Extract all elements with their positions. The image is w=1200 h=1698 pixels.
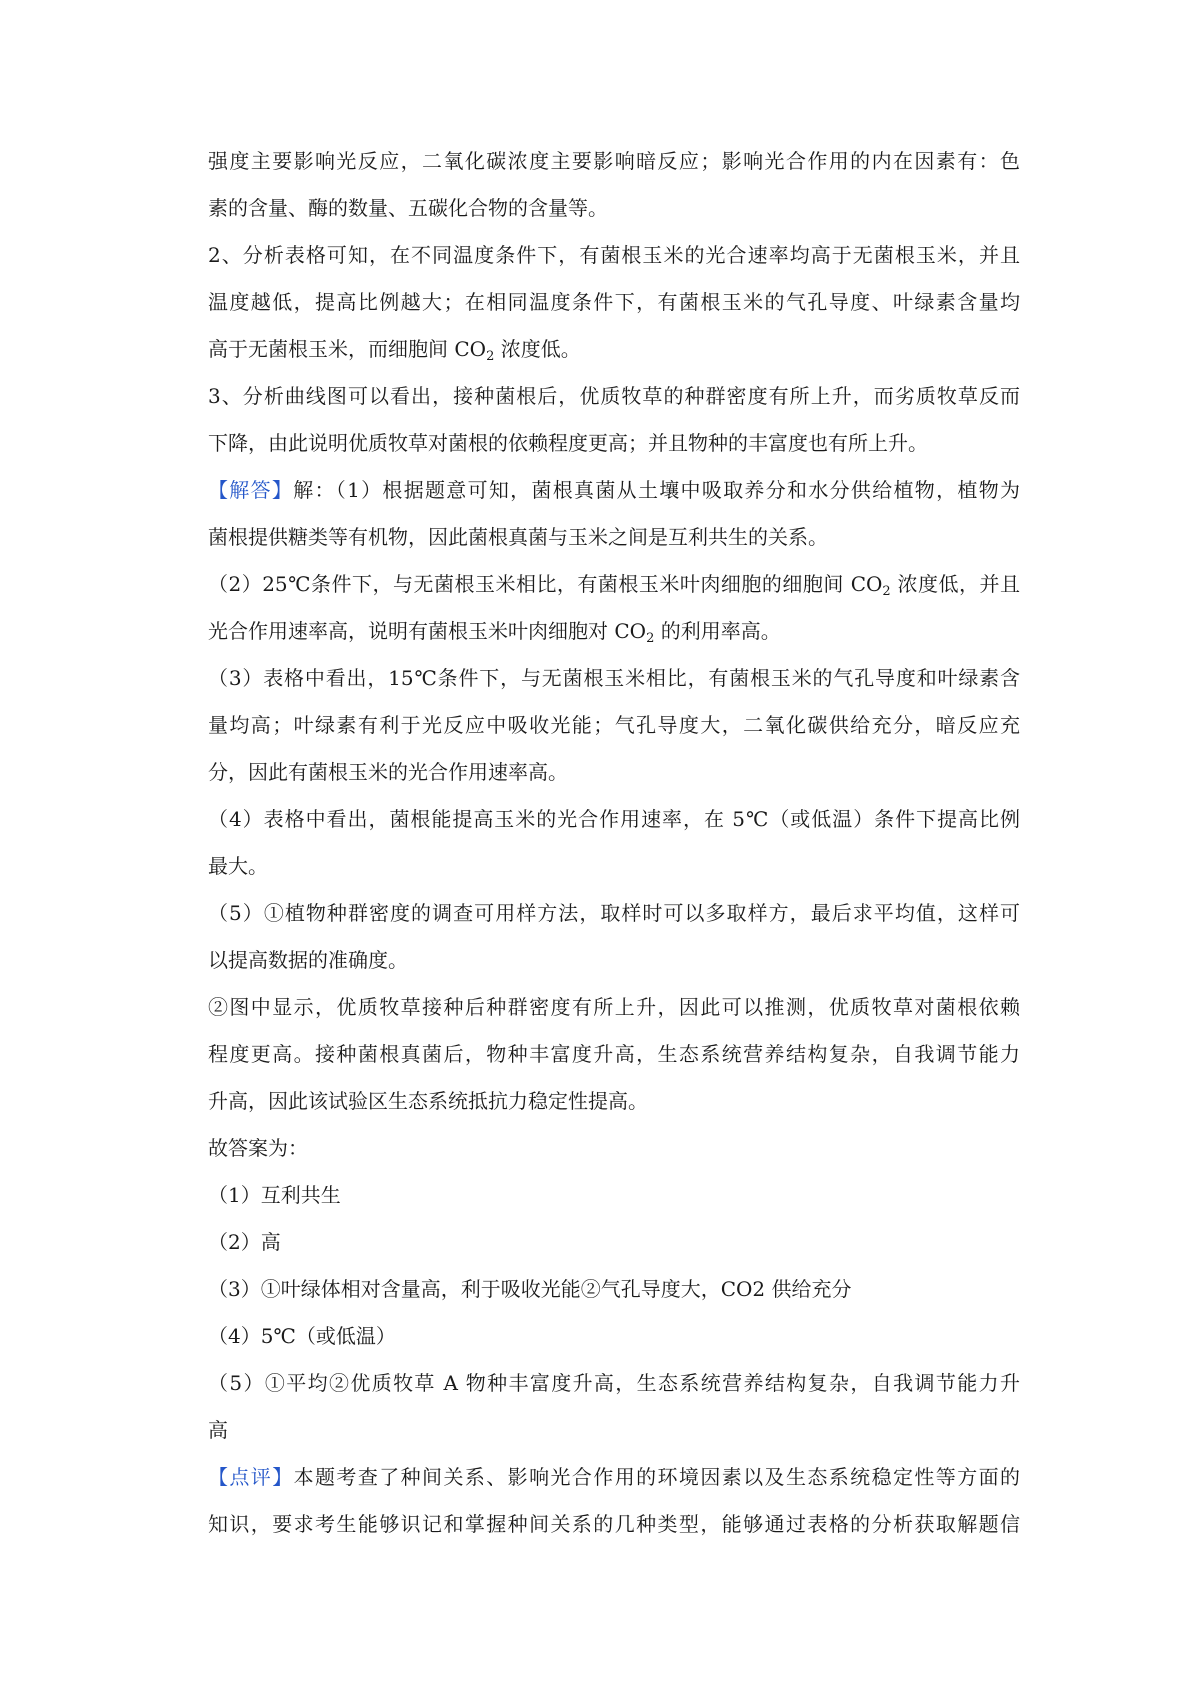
text-line: 量均高；叶绿素有利于光反应中吸收光能；气孔导度大，二氧化碳供给充分，暗反应充 [208, 713, 1020, 737]
text-line: 最大。 [208, 854, 268, 878]
subscript: 2 [646, 631, 655, 646]
text-segment: 解：（1）根据题意可知，菌根真菌从土壤中吸取养分和水分供给植物，植物为 [293, 478, 1020, 502]
comment-tag: 【点评】 [208, 1465, 294, 1489]
text-line: （3）①叶绿体相对含量高，利于吸收光能②气孔导度大，CO2 供给充分 [208, 1277, 852, 1301]
text-line: （5）①平均②优质牧草 A 物种丰富度升高，生态系统营养结构复杂，自我调节能力升 [208, 1371, 1020, 1395]
subscript: 2 [486, 349, 495, 364]
subscript: 2 [882, 584, 891, 599]
text-line: 以提高数据的准确度。 [208, 948, 408, 972]
text-line: （5）①植物种群密度的调查可用样方法，取样时可以多取样方，最后求平均值，这样可 [208, 901, 1020, 925]
text-segment: 光合作用速率高，说明有菌根玉米叶肉细胞对 CO [208, 619, 647, 643]
text-line: （2）高 [208, 1230, 281, 1254]
text-line: ②图中显示，优质牧草接种后种群密度有所上升，因此可以推测，优质牧草对菌根依赖 [208, 995, 1020, 1019]
text-line: 素的含量、酶的数量、五碳化合物的含量等。 [208, 196, 608, 220]
text-line: 程度更高。接种菌根真菌后，物种丰富度升高，生态系统营养结构复杂，自我调节能力 [208, 1042, 1020, 1066]
text-line: 菌根提供糖类等有机物，因此菌根真菌与玉米之间是互利共生的关系。 [208, 525, 828, 549]
text-line: 故答案为： [208, 1136, 308, 1160]
text-line: 3、分析曲线图可以看出，接种菌根后，优质牧草的种群密度有所上升，而劣质牧草反而 [208, 384, 1020, 408]
text-line: （4）表格中看出，菌根能提高玉米的光合作用速率，在 5℃（或低温）条件下提高比例 [208, 807, 1020, 831]
text-line: 分，因此有菌根玉米的光合作用速率高。 [208, 760, 568, 784]
text-line: 强度主要影响光反应，二氧化碳浓度主要影响暗反应；影响光合作用的内在因素有：色 [208, 149, 1020, 173]
text-segment: 高于无菌根玉米，而细胞间 CO [208, 337, 487, 361]
text-line: 下降，由此说明优质牧草对菌根的依赖程度更高；并且物种的丰富度也有所上升。 [208, 431, 928, 455]
text-line [208, 561, 1020, 608]
text-line [208, 608, 1020, 655]
text-line: 2、分析表格可知，在不同温度条件下，有菌根玉米的光合速率均高于无菌根玉米，并且 [208, 243, 1020, 267]
text-line: （3）表格中看出，15℃条件下，与无菌根玉米相比，有菌根玉米的气孔导度和叶绿素含 [208, 666, 1020, 690]
text-segment: 本题考查了种间关系、影响光合作用的环境因素以及生态系统稳定性等方面的 [293, 1465, 1020, 1489]
text-line [208, 1454, 1020, 1501]
text-line: 温度越低，提高比例越大；在相同温度条件下，有菌根玉米的气孔导度、叶绿素含量均 [208, 290, 1020, 314]
text-line: （1）互利共生 [208, 1183, 341, 1207]
text-segment: 浓度低。 [494, 337, 581, 361]
text-line: 升高，因此该试验区生态系统抵抗力稳定性提高。 [208, 1089, 648, 1113]
text-line: 知识，要求考生能够识记和掌握种间关系的几种类型，能够通过表格的分析获取解题信 [208, 1512, 1020, 1536]
text-line [208, 467, 1020, 514]
text-segment: （2）25℃条件下，与无菌根玉米相比，有菌根玉米叶肉细胞的细胞间 CO [208, 572, 883, 596]
answer-tag: 【解答】 [208, 478, 294, 502]
text-line: 高 [208, 1418, 228, 1442]
text-segment: 的利用率高。 [654, 619, 781, 643]
text-line: （4）5℃（或低温） [208, 1324, 396, 1348]
text-line [208, 326, 1020, 373]
text-segment: 浓度低，并且 [890, 572, 1020, 596]
